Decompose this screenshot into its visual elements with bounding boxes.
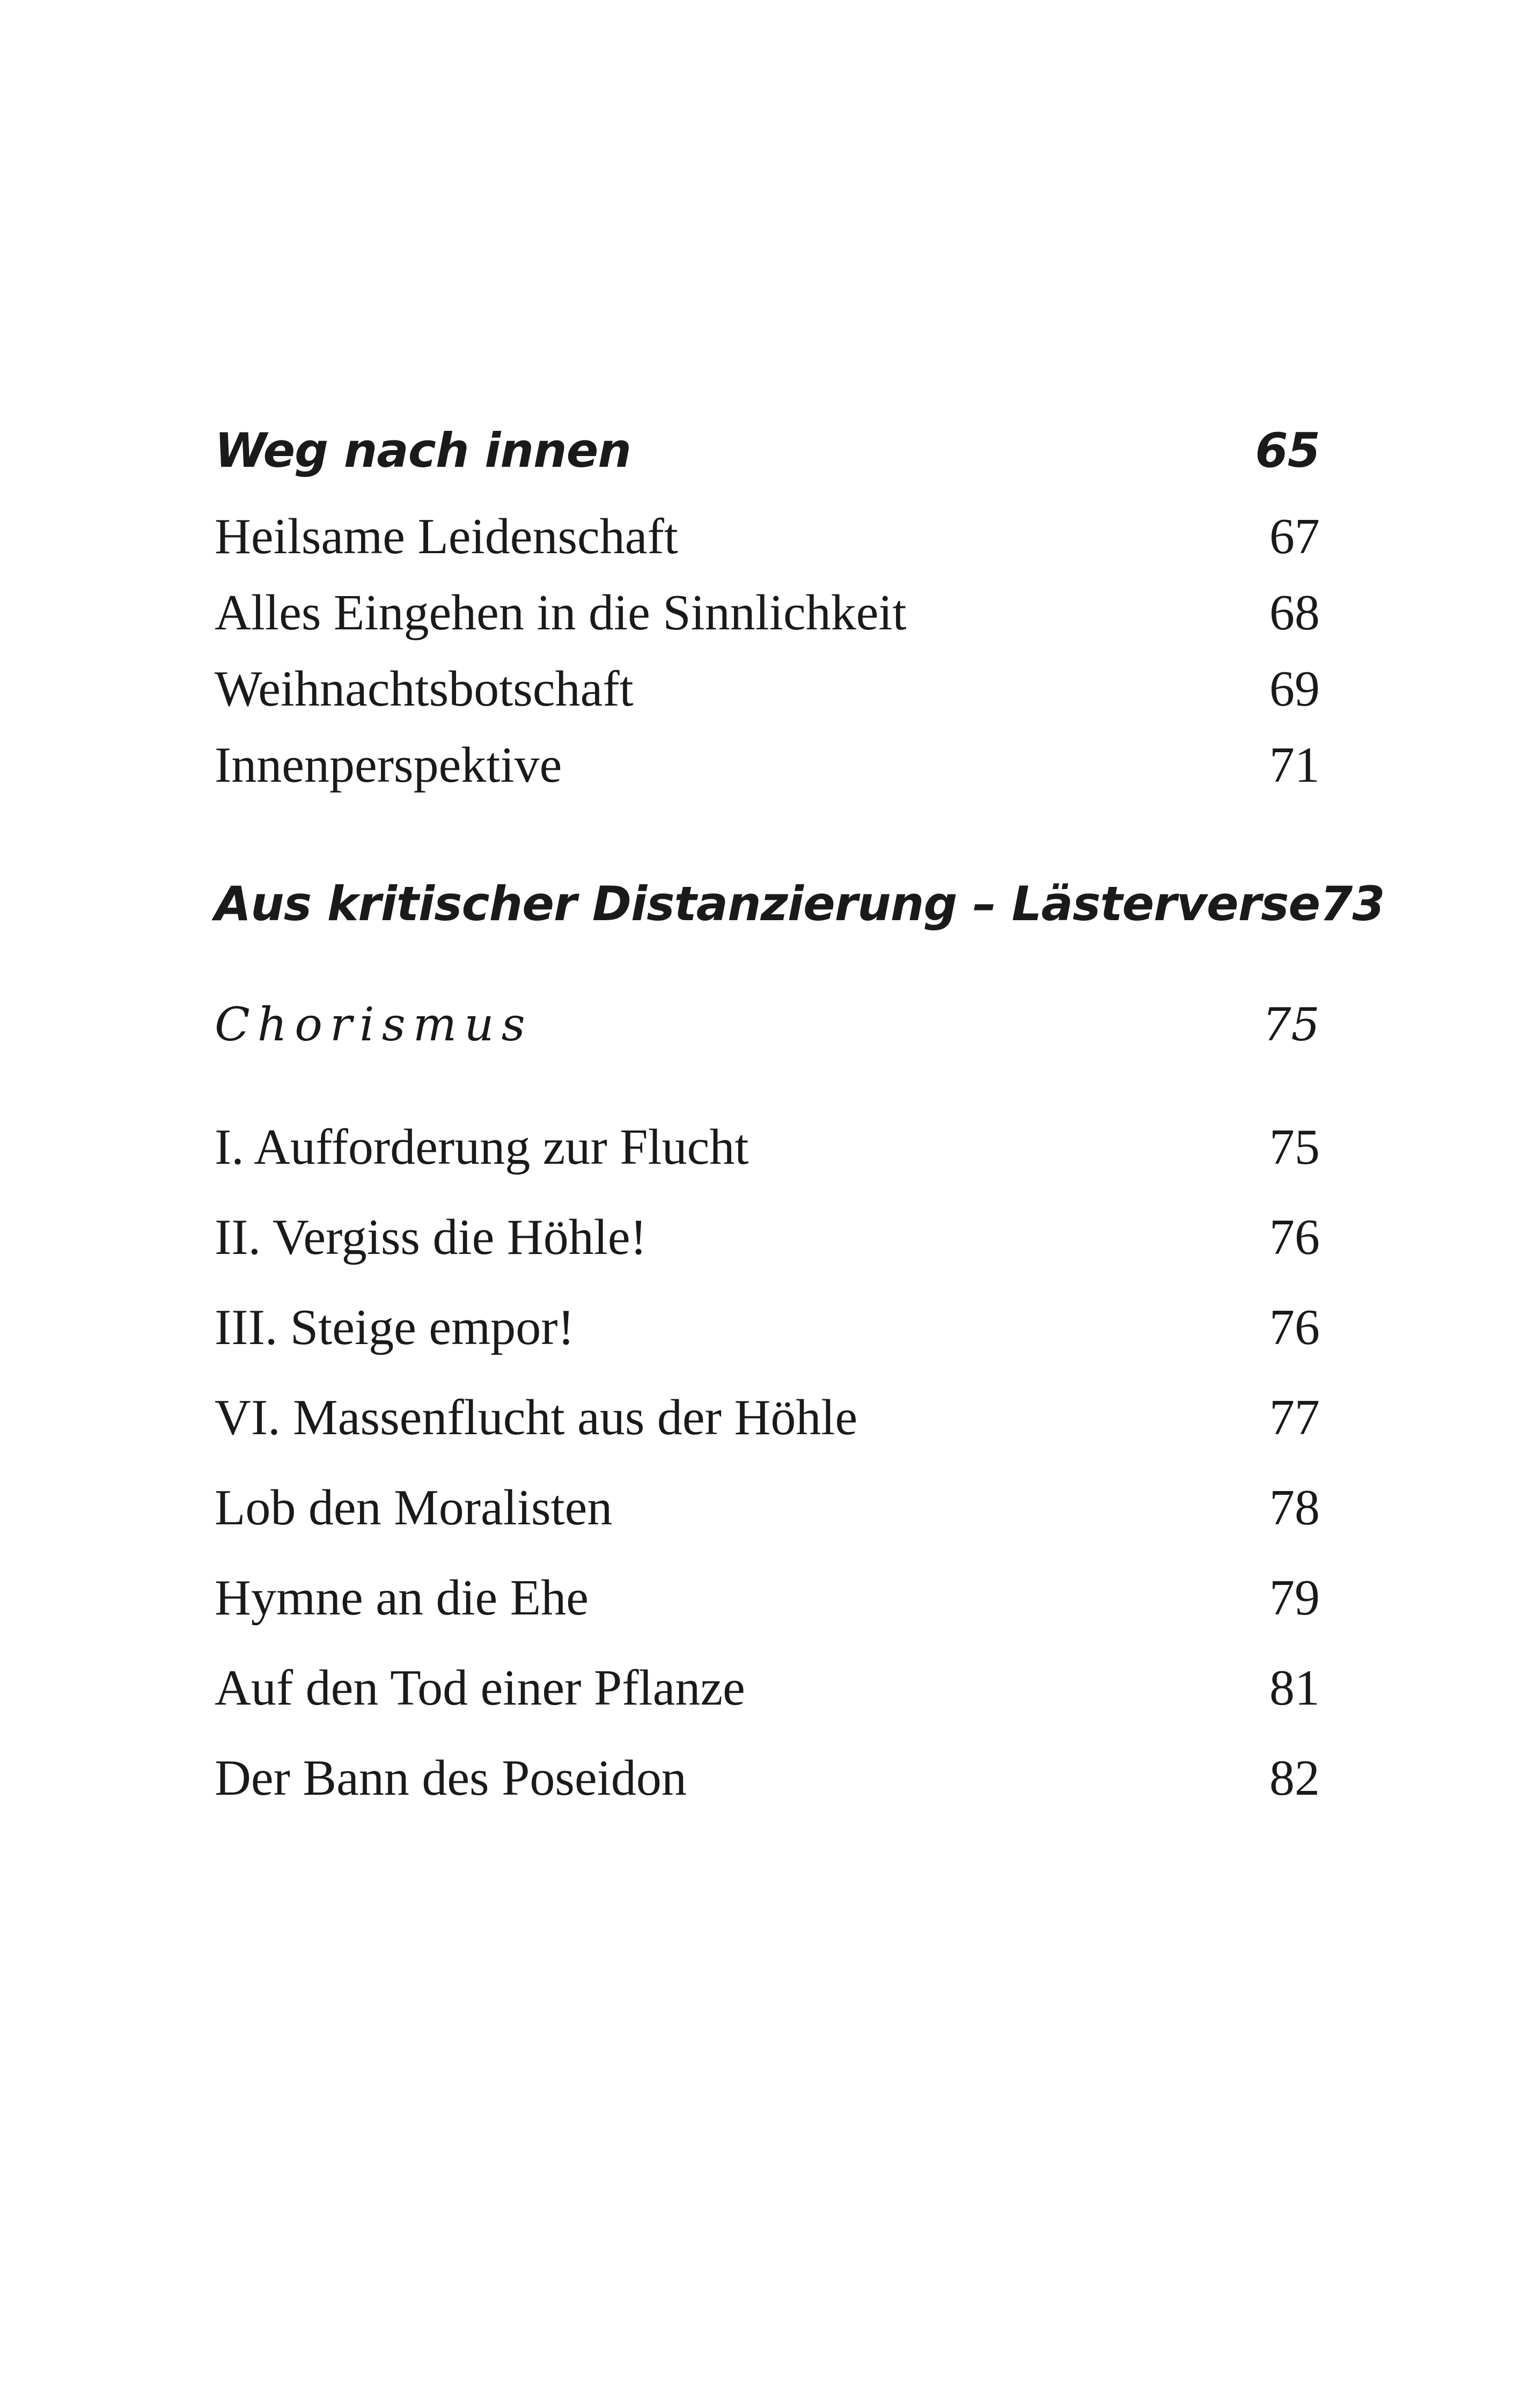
- entry-title: VI. Massenflucht aus der Höhle: [215, 1390, 858, 1445]
- subsection-title: Chorismus: [215, 998, 533, 1052]
- entry-page-number: 77: [1269, 1390, 1320, 1445]
- entry-page-number: 76: [1269, 1209, 1320, 1265]
- entry-title: Lob den Moralisten: [215, 1480, 613, 1536]
- toc-section-heading: [215, 869, 1385, 939]
- entry-page-number: 75: [1269, 1119, 1320, 1175]
- entry-title: Auf den Tod einer Pflanze: [215, 1660, 745, 1716]
- section-title: Weg nach innen: [215, 423, 631, 478]
- toc-entry: [215, 581, 1320, 645]
- toc-section-heading: [215, 416, 1320, 486]
- toc-entry: [215, 733, 1320, 797]
- section-page-number: 65: [1255, 423, 1320, 478]
- entry-page-number: 81: [1269, 1660, 1320, 1716]
- entry-title: Der Bann des Poseidon: [215, 1750, 687, 1806]
- entry-title: I. Aufforderung zur Flucht: [215, 1119, 749, 1175]
- entry-page-number: 69: [1269, 661, 1320, 717]
- entry-page-number: 76: [1269, 1300, 1320, 1355]
- toc-entry: [215, 504, 1320, 569]
- entry-page-number: 78: [1269, 1480, 1320, 1536]
- entry-title: Heilsame Leidenschaft: [215, 509, 678, 564]
- entry-page-number: 71: [1269, 737, 1320, 793]
- toc-entry: [215, 1115, 1320, 1179]
- entry-page-number: 82: [1269, 1750, 1320, 1806]
- toc-subsection-heading: [215, 990, 1320, 1060]
- toc-entry: [215, 1385, 1320, 1450]
- toc-entry: [215, 1295, 1320, 1360]
- entry-title: Innenperspektive: [215, 737, 562, 793]
- toc-entry: [215, 1566, 1320, 1630]
- toc-entry: [215, 657, 1320, 721]
- toc-entry: [215, 1746, 1320, 1810]
- entry-title: II. Vergiss die Höhle!: [215, 1209, 647, 1265]
- entry-title: Weihnachtsbotschaft: [215, 661, 634, 717]
- entry-title: Hymne an die Ehe: [215, 1570, 589, 1626]
- section-page-number: 73: [1320, 876, 1385, 931]
- toc-entry: [215, 1656, 1320, 1720]
- entry-title: III. Steige empor!: [215, 1300, 575, 1355]
- subsection-page-number: 75: [1262, 999, 1320, 1051]
- toc-entry: [215, 1475, 1320, 1540]
- entry-title: Alles Eingehen in die Sinnlichkeit: [215, 585, 907, 641]
- entry-page-number: 68: [1269, 585, 1320, 641]
- entry-page-number: 67: [1269, 509, 1320, 564]
- toc-entry: [215, 1205, 1320, 1269]
- entry-page-number: 79: [1269, 1570, 1320, 1626]
- section-title: Aus kritischer Distanzierung – Lästerverse: [215, 876, 1320, 931]
